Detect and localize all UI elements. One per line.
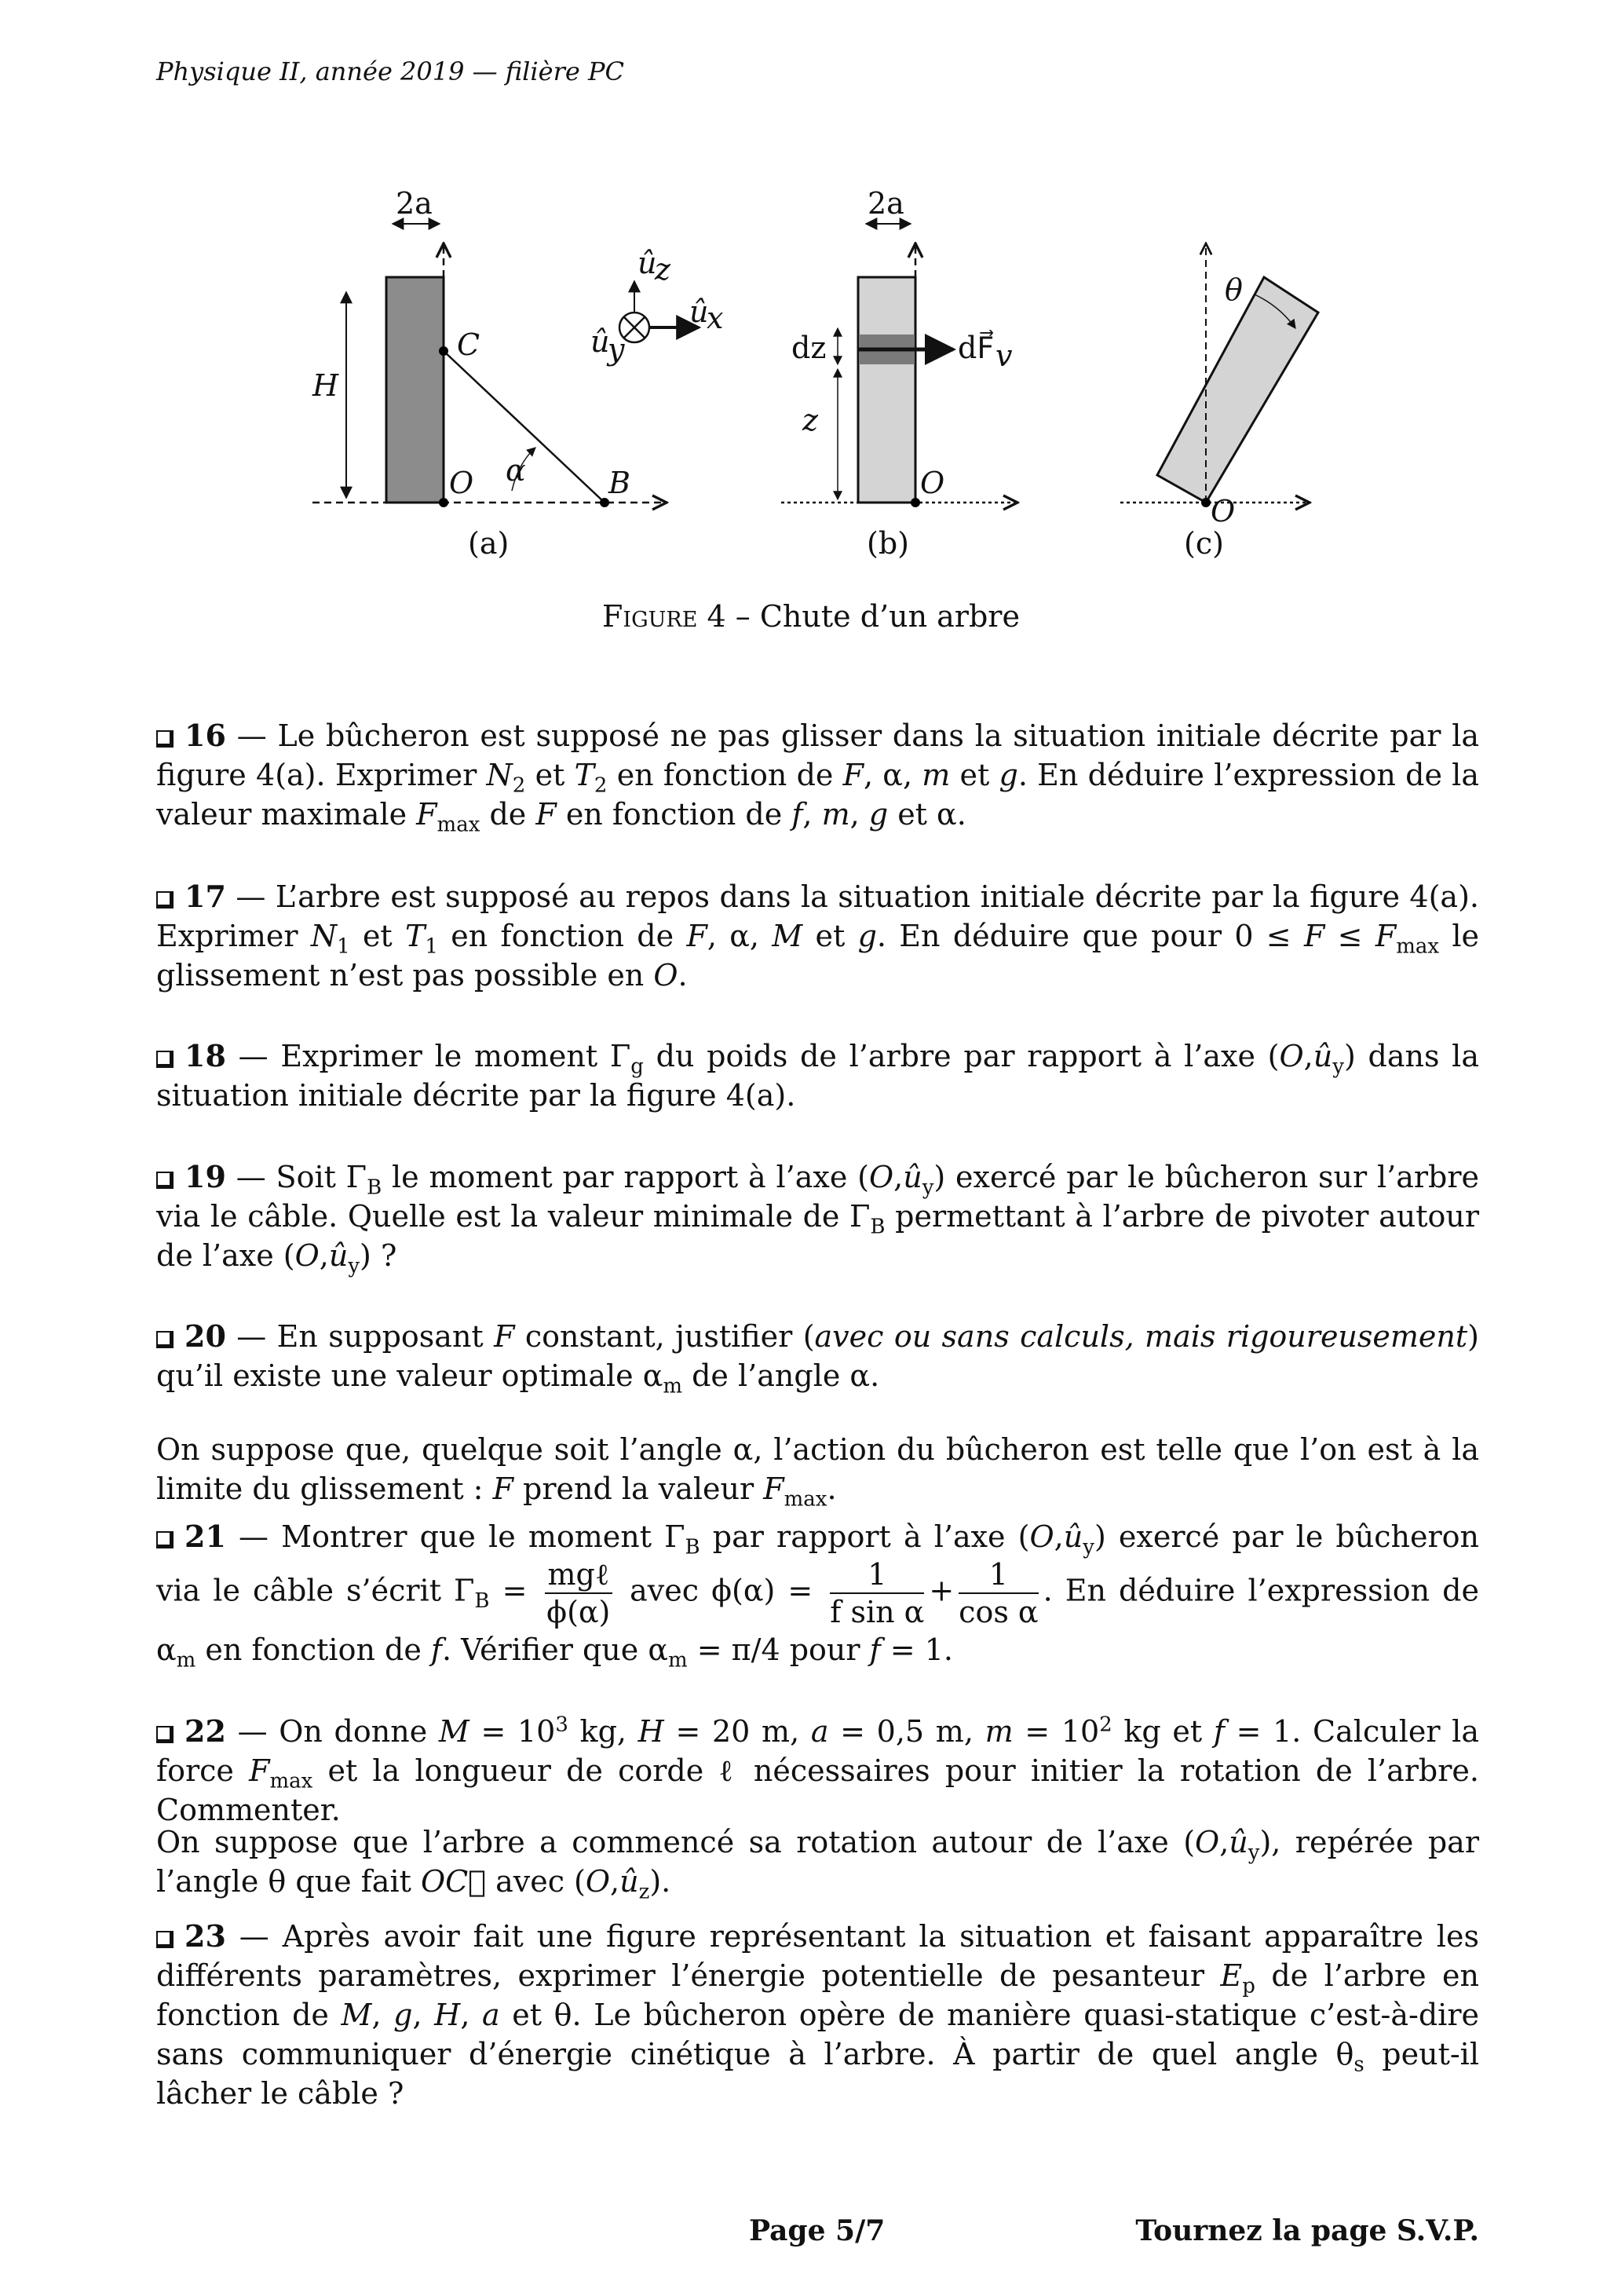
text-segment: F [492, 1472, 513, 1506]
text-segment: E [1220, 1958, 1243, 1993]
text-segment: m [668, 1648, 688, 1673]
text-segment: ) qu’il existe une valeur optimale α [156, 1319, 1479, 1393]
question-number: 16 [184, 718, 226, 753]
text-segment: ), repérée par l’angle θ que fait [156, 1825, 1479, 1899]
text-segment: = 10 [469, 1714, 556, 1749]
text-segment: g [393, 1998, 413, 2032]
svg-text:y: y [608, 332, 625, 367]
text-segment: m [985, 1714, 1014, 1749]
text-segment: F [842, 758, 864, 792]
text-segment: de l’angle α. [682, 1358, 880, 1393]
text-segment: constant, justifier ( [514, 1319, 815, 1354]
text-segment: , [893, 1160, 904, 1194]
svg-text:O: O [920, 466, 945, 500]
text-segment: y [1248, 1841, 1260, 1865]
text-segment: a [482, 1998, 500, 2032]
question-number: 17 [184, 879, 226, 914]
svg-text:û: û [590, 324, 610, 359]
text-segment: max [784, 1487, 827, 1512]
checkbox-icon [156, 1331, 174, 1348]
text-segment: ) exercé par le bûcheron via le câble s’écrit Γ [156, 1519, 1479, 1608]
figure-4 [0, 0, 1622, 597]
text-segment: F [494, 1319, 515, 1354]
text-segment: — Exprimer le moment Γ [225, 1039, 631, 1073]
svg-text:z: z [655, 252, 671, 287]
text-segment: z [638, 1880, 650, 1904]
question-0 [156, 716, 1479, 837]
figure-a [312, 186, 723, 561]
checkbox-icon [156, 1726, 174, 1743]
text-segment: = 10 [1013, 1714, 1100, 1749]
text-segment: et θ. Le bûcheron opère de manière quasi-statique c’est-à-dire sans communiquer d’énergie cinétique à l’arbre. À partir de quel angle θ [156, 1998, 1479, 2071]
text-segment: T [405, 919, 426, 953]
text-segment: û [1229, 1825, 1248, 1859]
text-segment: — L’arbre est supposé au repos dans la situation initiale décrite par la figure 4(a). Exprimer [156, 879, 1479, 953]
question-number: 19 [184, 1159, 226, 1194]
svg-text:dF⃗: dF⃗ [958, 331, 995, 365]
question-4 [156, 1317, 1479, 1398]
text-segment: ) dans la situation initiale décrite par la figure 4(a). [156, 1039, 1479, 1113]
text-segment: ). [649, 1864, 671, 1899]
text-segment: ) ? [360, 1238, 397, 1273]
text-segment: f [430, 1632, 442, 1667]
tree-trunk [386, 277, 444, 503]
text-segment: On suppose que, quelque soit l’angle α, l’action du bûcheron est telle que l’on est à la limite du glissement : [156, 1432, 1479, 1506]
text-segment: = 1. Calculer la force [156, 1714, 1479, 1788]
text-segment: — On donne [225, 1714, 439, 1749]
text-segment: On suppose que l’arbre a commencé sa rotation autour de l’axe ( [156, 1825, 1196, 1859]
text-segment: , [460, 1998, 483, 2032]
text-segment: et la longueur de corde ℓ nécessaires pour initier la rotation de l’arbre. Commenter. [156, 1753, 1479, 1827]
caption-text: – Chute d’un arbre [725, 599, 1020, 634]
text-segment: F [686, 919, 707, 953]
text-segment: 3 [555, 1713, 568, 1737]
svg-text:û: û [689, 294, 709, 329]
text-segment: . [678, 958, 688, 993]
figure-caption [0, 599, 1622, 634]
fraction-denominator: ϕ(α) [546, 1595, 611, 1629]
text-segment: F [763, 1472, 784, 1506]
text-segment: 1 [337, 934, 350, 959]
text-segment: M [438, 1714, 469, 1749]
fraction-denominator: cos α [959, 1595, 1039, 1629]
text-segment: m [821, 797, 850, 832]
question-1 [156, 877, 1479, 995]
text-segment: . En déduire l’expression de la valeur maximale [156, 758, 1479, 832]
text-segment: et [349, 919, 406, 953]
text-segment: . En déduire que pour 0 ≤ [876, 919, 1304, 953]
text-segment: H [434, 1998, 461, 2032]
caption-label: Figure 4 [602, 599, 726, 634]
text-segment: g [999, 758, 1018, 792]
text-segment: prend la valeur [513, 1472, 764, 1506]
svg-text:û: û [637, 246, 657, 280]
text-segment: . En déduire l’expression de α [156, 1573, 1479, 1667]
text-segment: , α, [864, 758, 922, 792]
checkbox-icon [156, 891, 174, 909]
text-segment: permettant à l’arbre de pivoter autour de l’axe ( [156, 1199, 1479, 1273]
page-number: Page 5/7 [749, 2214, 886, 2247]
page-header: Physique II, année 2019 — filière PC [156, 57, 624, 86]
text-segment: f [1213, 1714, 1225, 1749]
text-segment: , [849, 797, 869, 832]
fraction-numerator: 1 [830, 1556, 924, 1594]
text-segment: — Après avoir fait une figure représentant la situation et faisant apparaître les différents paramètres, exprimer l’énergie potentielle de pesanteur [156, 1919, 1479, 1993]
text-segment: et [525, 758, 575, 792]
text-segment: û [328, 1238, 349, 1273]
text-segment: û [903, 1160, 922, 1194]
text-segment: B [870, 1215, 886, 1239]
text-segment: s [1353, 2053, 1364, 2077]
text-segment: = 0,5 m, [828, 1714, 985, 1749]
text-segment: max [269, 1769, 313, 1793]
text-segment: max [1396, 934, 1440, 959]
text-segment: + [929, 1573, 955, 1608]
text-segment: en fonction de [556, 797, 792, 832]
text-segment: f [791, 797, 803, 832]
checkbox-icon [156, 730, 174, 748]
text-segment: M [772, 919, 803, 953]
tilted-tree [1157, 277, 1318, 503]
text-segment: 2 [594, 773, 608, 798]
text-segment: 2 [1099, 1713, 1112, 1737]
text-segment: g [868, 797, 889, 832]
text-segment: y [1332, 1055, 1344, 1079]
text-segment: B [474, 1589, 490, 1614]
svg-text:2a: 2a [396, 186, 433, 221]
text-segment: H [637, 1714, 664, 1749]
text-segment: O [868, 1160, 894, 1194]
text-segment: O [585, 1864, 611, 1899]
text-segment: p [1242, 1974, 1255, 1998]
text-segment: m [663, 1374, 683, 1398]
fraction-denominator: f sin α [830, 1595, 925, 1629]
question-number: 20 [184, 1318, 226, 1354]
question-6 [156, 1517, 1479, 1673]
text-segment: = 1. [880, 1632, 953, 1667]
svg-text:O: O [449, 466, 474, 500]
text-segment: — En supposant [225, 1319, 495, 1354]
svg-text:C: C [457, 327, 480, 362]
question-number: 21 [184, 1519, 226, 1554]
checkbox-icon [156, 1931, 174, 1948]
text-segment: ≤ [1324, 919, 1375, 953]
question-9 [156, 1917, 1479, 2113]
figure-c [1120, 243, 1318, 561]
checkbox-icon [156, 1051, 174, 1068]
question-7 [156, 1712, 1479, 1830]
question-3 [156, 1157, 1479, 1278]
svg-text:(b): (b) [867, 526, 909, 561]
svg-text:v: v [995, 338, 1013, 373]
text-segment: y [1083, 1535, 1094, 1559]
text-segment: O [1195, 1825, 1220, 1859]
question-2 [156, 1036, 1479, 1115]
text-segment: de [480, 797, 536, 832]
text-segment: . Vérifier que α [441, 1632, 669, 1667]
statement-8 [156, 1823, 1479, 1904]
text-segment: , [802, 797, 822, 832]
text-segment: û [1063, 1519, 1083, 1554]
text-segment: , [1303, 1039, 1313, 1073]
text-segment: le glissement n’est pas possible en [156, 919, 1479, 993]
svg-text:α: α [506, 453, 526, 488]
text-segment: OC⃗ [420, 1864, 486, 1899]
text-segment: F [535, 797, 557, 832]
question-number: 23 [184, 1918, 226, 1954]
text-segment: du poids de l’arbre par rapport à l’axe ( [643, 1039, 1280, 1073]
text-segment: , [371, 1998, 394, 2032]
text-segment: par rapport à l’axe ( [700, 1519, 1030, 1554]
text-segment: , [319, 1238, 329, 1273]
text-segment: — Montrer que le moment Γ [225, 1519, 685, 1554]
text-segment: O [294, 1238, 320, 1273]
text-segment: F [1303, 919, 1325, 953]
text-segment: kg et [1112, 1714, 1214, 1749]
text-segment: avec ou sans calculs, mais rigoureusement [814, 1319, 1468, 1354]
text-segment: û [1313, 1039, 1333, 1073]
text-segment: max [437, 813, 480, 837]
text-segment: peut-il lâcher le câble ? [156, 2037, 1479, 2111]
text-segment: avec ϕ(α) = [617, 1573, 826, 1608]
text-segment: avec ( [486, 1864, 586, 1899]
fraction [830, 1556, 924, 1630]
text-segment: , [610, 1864, 620, 1899]
text-segment: m [922, 758, 951, 792]
text-segment: de l’arbre en fonction de [156, 1958, 1479, 2032]
svg-text:z: z [802, 403, 819, 437]
text-segment: et [950, 758, 999, 792]
text-segment: B [367, 1175, 382, 1200]
text-segment: g [857, 919, 877, 953]
text-segment: a [810, 1714, 829, 1749]
statement-5 [156, 1430, 1479, 1512]
text-segment: û [619, 1864, 639, 1899]
text-segment: , [1219, 1825, 1229, 1859]
text-segment: O [653, 958, 678, 993]
question-number: 18 [184, 1038, 226, 1073]
fraction-numerator: mgℓ [545, 1556, 613, 1594]
text-segment: , [1054, 1519, 1064, 1554]
fraction [959, 1556, 1038, 1630]
svg-text:2a: 2a [868, 186, 904, 221]
fraction [545, 1556, 613, 1630]
text-segment: en fonction de [607, 758, 843, 792]
text-segment: kg, [568, 1714, 638, 1749]
text-segment: , α, [707, 919, 773, 953]
text-segment: O [1279, 1039, 1304, 1073]
svg-text:H: H [312, 368, 339, 403]
svg-text:(c): (c) [1184, 526, 1224, 561]
text-segment: ) exercé par le bûcheron sur l’arbre via le câble. Quelle est la valeur minimale de Γ [156, 1160, 1479, 1234]
text-segment: B [685, 1535, 700, 1559]
svg-text:(a): (a) [468, 526, 510, 561]
svg-text:B: B [608, 466, 630, 500]
text-segment: m [176, 1648, 196, 1673]
text-segment: f [869, 1632, 881, 1667]
text-segment: F [1375, 919, 1397, 953]
text-segment: et [802, 919, 858, 953]
text-segment: et α. [888, 797, 966, 832]
text-segment: F [416, 797, 437, 832]
text-segment: = π/4 pour [687, 1632, 870, 1667]
text-segment: O [1029, 1519, 1054, 1554]
text-segment: T [574, 758, 594, 792]
fraction-numerator: 1 [959, 1556, 1038, 1594]
text-segment: , [412, 1998, 435, 2032]
text-segment: = 20 m, [663, 1714, 811, 1749]
figure-b [781, 186, 1017, 561]
text-segment: M [341, 1998, 372, 2032]
question-number: 22 [184, 1713, 226, 1749]
text-segment: g [630, 1055, 644, 1079]
checkbox-icon [156, 1531, 174, 1548]
text-segment: y [348, 1254, 360, 1278]
text-segment: F [249, 1753, 270, 1788]
text-segment: en fonction de [437, 919, 687, 953]
text-segment: le moment par rapport à l’axe ( [382, 1160, 869, 1194]
text-segment: N [310, 919, 338, 953]
text-segment: N [486, 758, 513, 792]
checkbox-icon [156, 1172, 174, 1189]
text-segment: — Soit Γ [225, 1160, 367, 1194]
svg-text:x: x [707, 301, 724, 335]
svg-text:dz: dz [791, 331, 827, 365]
text-segment: 2 [512, 773, 526, 798]
text-segment: = [489, 1573, 540, 1608]
text-segment: en fonction de [195, 1632, 431, 1667]
svg-text:O: O [1211, 494, 1236, 528]
text-segment: 1 [425, 934, 438, 959]
text-segment: y [922, 1175, 934, 1200]
svg-text:θ: θ [1225, 272, 1243, 307]
text-segment: — Le bûcheron est supposé ne pas glisser dans la situation initiale décrite par la figure 4(a). Exprimer [156, 718, 1479, 792]
turn-page-note: Tournez la page S.V.P. [1135, 2214, 1479, 2247]
text-segment: . [827, 1472, 837, 1506]
